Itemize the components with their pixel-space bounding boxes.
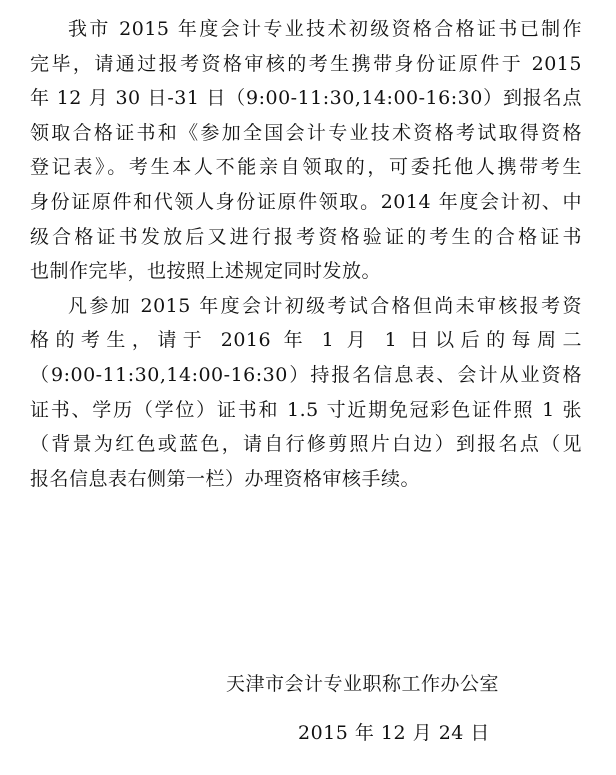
text-line: 领取合格证书和《参加全国会计专业技术资格考试取得资格: [30, 121, 582, 144]
notice-document: [30, 12, 582, 496]
text-line: （9:00-11:30,14:00-16:30）持报名信息表、会计从业资格: [30, 363, 582, 386]
text-line: 完毕，请通过报考资格审核的考生携带身份证原件于 2015: [30, 52, 582, 75]
text-line: 证书、学历（学位）证书和 1.5 寸近期免冠彩色证件照 1 张: [30, 398, 582, 421]
paragraph-certificate-collection: [30, 12, 582, 289]
text-line: 格的考生，请于 2016 年 1 月 1 日以后的每周二: [30, 329, 582, 352]
text-line: 也制作完毕，也按照上述规定同时发放。: [30, 260, 382, 283]
text-line: 身份证原件和代领人身份证原件领取。2014 年度会计初、中: [30, 190, 582, 213]
text-line: 我市 2015 年度会计专业技术初级资格合格证书已制作: [68, 18, 582, 40]
text-line: （背景为红色或蓝色，请自行修剪照片白边）到报名点（见: [30, 433, 582, 456]
text-line: 凡参加 2015 年度会计初级考试合格但尚未审核报考资: [68, 294, 582, 317]
text-line: 登记表》。考生本人不能亲自领取的，可委托他人携带考生: [30, 156, 582, 179]
text-line: 报名信息表右侧第一栏）办理资格审核手续。: [30, 467, 421, 490]
text-line: 年 12 月 30 日-31 日（9:00-11:30,14:00-16:30）到报名点: [30, 87, 582, 110]
paragraph-qualification-review: [30, 289, 582, 497]
signature-organization: 天津市会计专业职称工作办公室: [226, 673, 500, 695]
text-line: 级合格证书发放后又进行报考资格验证的考生的合格证书: [30, 225, 582, 248]
signature-date: 2015 年 12 月 24 日: [298, 722, 490, 744]
